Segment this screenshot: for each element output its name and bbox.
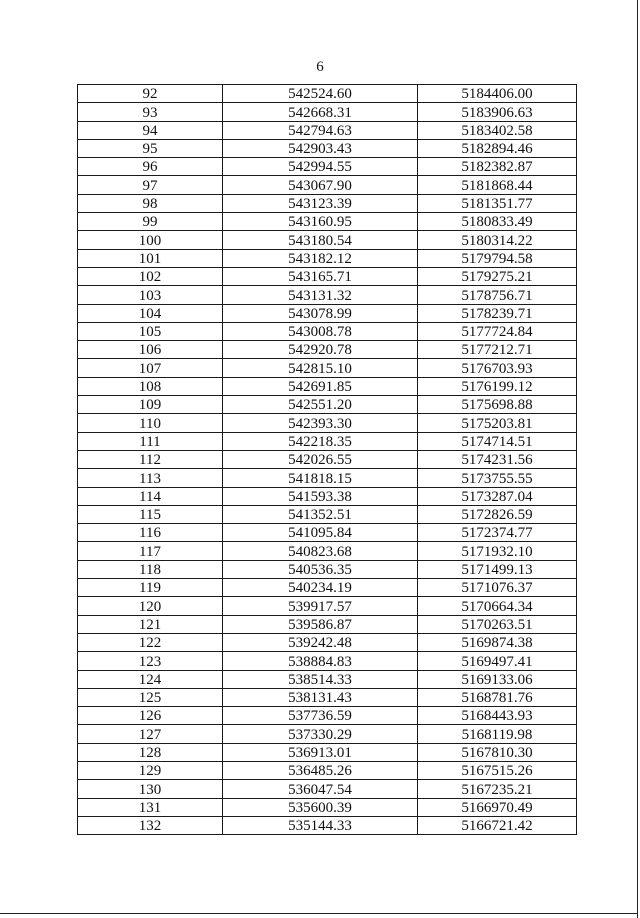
y-coordinate-cell: 5168443.93 [418, 707, 577, 725]
x-coordinate-cell: 543131.32 [223, 286, 418, 304]
table-row [78, 267, 577, 285]
point-number-cell: 105 [78, 322, 223, 340]
point-number-cell: 118 [78, 560, 223, 578]
x-coordinate-cell: 537736.59 [223, 707, 418, 725]
x-coordinate-cell: 543160.95 [223, 213, 418, 231]
point-number-cell: 109 [78, 396, 223, 414]
table-row [78, 780, 577, 798]
x-coordinate-cell: 542815.10 [223, 359, 418, 377]
point-number-cell: 126 [78, 707, 223, 725]
point-number-cell: 101 [78, 249, 223, 267]
table-row [78, 213, 577, 231]
point-number-cell: 98 [78, 194, 223, 212]
point-number-cell: 123 [78, 652, 223, 670]
x-coordinate-cell: 543078.99 [223, 304, 418, 322]
y-coordinate-cell: 5176199.12 [418, 377, 577, 395]
y-coordinate-cell: 5170664.34 [418, 597, 577, 615]
table-row [78, 103, 577, 121]
point-number-cell: 93 [78, 103, 223, 121]
point-number-cell: 120 [78, 597, 223, 615]
table-row [78, 341, 577, 359]
table-row [78, 743, 577, 761]
table-row [78, 194, 577, 212]
y-coordinate-cell: 5181351.77 [418, 194, 577, 212]
y-coordinate-cell: 5169497.41 [418, 652, 577, 670]
y-coordinate-cell: 5183402.58 [418, 121, 577, 139]
x-coordinate-cell: 543180.54 [223, 231, 418, 249]
point-number-cell: 131 [78, 798, 223, 816]
x-coordinate-cell: 542691.85 [223, 377, 418, 395]
y-coordinate-cell: 5179794.58 [418, 249, 577, 267]
y-coordinate-cell: 5174231.56 [418, 450, 577, 468]
x-coordinate-cell: 543123.39 [223, 194, 418, 212]
point-number-cell: 106 [78, 341, 223, 359]
y-coordinate-cell: 5178756.71 [418, 286, 577, 304]
point-number-cell: 130 [78, 780, 223, 798]
y-coordinate-cell: 5176703.93 [418, 359, 577, 377]
y-coordinate-cell: 5167235.21 [418, 780, 577, 798]
table-row [78, 615, 577, 633]
x-coordinate-cell: 539917.57 [223, 597, 418, 615]
y-coordinate-cell: 5179275.21 [418, 267, 577, 285]
x-coordinate-cell: 542393.30 [223, 414, 418, 432]
y-coordinate-cell: 5181868.44 [418, 176, 577, 194]
y-coordinate-cell: 5167515.26 [418, 761, 577, 779]
table-row [78, 304, 577, 322]
y-coordinate-cell: 5166970.49 [418, 798, 577, 816]
point-number-cell: 113 [78, 469, 223, 487]
table-row [78, 633, 577, 651]
y-coordinate-cell: 5182894.46 [418, 139, 577, 157]
x-coordinate-cell: 542524.60 [223, 85, 418, 103]
table-row [78, 725, 577, 743]
point-number-cell: 114 [78, 487, 223, 505]
page-edge-bottom [0, 913, 638, 914]
y-coordinate-cell: 5184406.00 [418, 85, 577, 103]
table-row [78, 707, 577, 725]
table-row [78, 139, 577, 157]
coordinates-table-body [78, 85, 577, 835]
point-number-cell: 111 [78, 432, 223, 450]
point-number-cell: 127 [78, 725, 223, 743]
y-coordinate-cell: 5173755.55 [418, 469, 577, 487]
table-row [78, 652, 577, 670]
y-coordinate-cell: 5172374.77 [418, 524, 577, 542]
y-coordinate-cell: 5182382.87 [418, 158, 577, 176]
table-row [78, 469, 577, 487]
x-coordinate-cell: 536913.01 [223, 743, 418, 761]
point-number-cell: 100 [78, 231, 223, 249]
table-row [78, 359, 577, 377]
table-row [78, 761, 577, 779]
x-coordinate-cell: 541352.51 [223, 505, 418, 523]
y-coordinate-cell: 5168781.76 [418, 688, 577, 706]
y-coordinate-cell: 5171076.37 [418, 579, 577, 597]
table-row [78, 670, 577, 688]
point-number-cell: 129 [78, 761, 223, 779]
page-number: 6 [316, 59, 324, 75]
x-coordinate-cell: 541593.38 [223, 487, 418, 505]
point-number-cell: 107 [78, 359, 223, 377]
x-coordinate-cell: 543008.78 [223, 322, 418, 340]
point-number-cell: 125 [78, 688, 223, 706]
x-coordinate-cell: 541095.84 [223, 524, 418, 542]
x-coordinate-cell: 539586.87 [223, 615, 418, 633]
point-number-cell: 99 [78, 213, 223, 231]
x-coordinate-cell: 542026.55 [223, 450, 418, 468]
table-row [78, 396, 577, 414]
table-row [78, 542, 577, 560]
point-number-cell: 94 [78, 121, 223, 139]
y-coordinate-cell: 5174714.51 [418, 432, 577, 450]
y-coordinate-cell: 5171932.10 [418, 542, 577, 560]
table-row [78, 414, 577, 432]
x-coordinate-cell: 538131.43 [223, 688, 418, 706]
point-number-cell: 103 [78, 286, 223, 304]
point-number-cell: 95 [78, 139, 223, 157]
x-coordinate-cell: 543165.71 [223, 267, 418, 285]
point-number-cell: 97 [78, 176, 223, 194]
x-coordinate-cell: 535144.33 [223, 816, 418, 834]
y-coordinate-cell: 5177212.71 [418, 341, 577, 359]
y-coordinate-cell: 5183906.63 [418, 103, 577, 121]
table-row [78, 524, 577, 542]
point-number-cell: 108 [78, 377, 223, 395]
y-coordinate-cell: 5175698.88 [418, 396, 577, 414]
table-row [78, 121, 577, 139]
x-coordinate-cell: 542551.20 [223, 396, 418, 414]
point-number-cell: 121 [78, 615, 223, 633]
point-number-cell: 122 [78, 633, 223, 651]
table-row [78, 450, 577, 468]
table-row [78, 158, 577, 176]
x-coordinate-cell: 543182.12 [223, 249, 418, 267]
x-coordinate-cell: 542994.55 [223, 158, 418, 176]
y-coordinate-cell: 5171499.13 [418, 560, 577, 578]
x-coordinate-cell: 543067.90 [223, 176, 418, 194]
x-coordinate-cell: 540536.35 [223, 560, 418, 578]
y-coordinate-cell: 5178239.71 [418, 304, 577, 322]
y-coordinate-cell: 5168119.98 [418, 725, 577, 743]
x-coordinate-cell: 536485.26 [223, 761, 418, 779]
table-row [78, 798, 577, 816]
point-number-cell: 132 [78, 816, 223, 834]
table-row [78, 231, 577, 249]
y-coordinate-cell: 5180833.49 [418, 213, 577, 231]
x-coordinate-cell: 542903.43 [223, 139, 418, 157]
table-row [78, 286, 577, 304]
y-coordinate-cell: 5175203.81 [418, 414, 577, 432]
table-row [78, 249, 577, 267]
x-coordinate-cell: 542668.31 [223, 103, 418, 121]
x-coordinate-cell: 538514.33 [223, 670, 418, 688]
y-coordinate-cell: 5173287.04 [418, 487, 577, 505]
table-row [78, 597, 577, 615]
point-number-cell: 110 [78, 414, 223, 432]
x-coordinate-cell: 540823.68 [223, 542, 418, 560]
table-row [78, 322, 577, 340]
y-coordinate-cell: 5170263.51 [418, 615, 577, 633]
table-row [78, 579, 577, 597]
table-row [78, 487, 577, 505]
point-number-cell: 128 [78, 743, 223, 761]
coordinates-table [77, 84, 577, 835]
point-number-cell: 117 [78, 542, 223, 560]
point-number-cell: 115 [78, 505, 223, 523]
table-row [78, 688, 577, 706]
y-coordinate-cell: 5167810.30 [418, 743, 577, 761]
point-number-cell: 119 [78, 579, 223, 597]
table-row [78, 85, 577, 103]
y-coordinate-cell: 5180314.22 [418, 231, 577, 249]
x-coordinate-cell: 540234.19 [223, 579, 418, 597]
x-coordinate-cell: 538884.83 [223, 652, 418, 670]
x-coordinate-cell: 539242.48 [223, 633, 418, 651]
y-coordinate-cell: 5172826.59 [418, 505, 577, 523]
x-coordinate-cell: 536047.54 [223, 780, 418, 798]
table-row [78, 176, 577, 194]
point-number-cell: 112 [78, 450, 223, 468]
point-number-cell: 124 [78, 670, 223, 688]
point-number-cell: 102 [78, 267, 223, 285]
table-row [78, 560, 577, 578]
point-number-cell: 92 [78, 85, 223, 103]
y-coordinate-cell: 5166721.42 [418, 816, 577, 834]
y-coordinate-cell: 5177724.84 [418, 322, 577, 340]
table-row [78, 377, 577, 395]
table-row [78, 505, 577, 523]
point-number-cell: 104 [78, 304, 223, 322]
x-coordinate-cell: 535600.39 [223, 798, 418, 816]
x-coordinate-cell: 542920.78 [223, 341, 418, 359]
table-row [78, 816, 577, 834]
x-coordinate-cell: 537330.29 [223, 725, 418, 743]
table-row [78, 432, 577, 450]
x-coordinate-cell: 542218.35 [223, 432, 418, 450]
page-edge-right [637, 0, 638, 918]
x-coordinate-cell: 541818.15 [223, 469, 418, 487]
x-coordinate-cell: 542794.63 [223, 121, 418, 139]
point-number-cell: 96 [78, 158, 223, 176]
y-coordinate-cell: 5169874.38 [418, 633, 577, 651]
point-number-cell: 116 [78, 524, 223, 542]
y-coordinate-cell: 5169133.06 [418, 670, 577, 688]
